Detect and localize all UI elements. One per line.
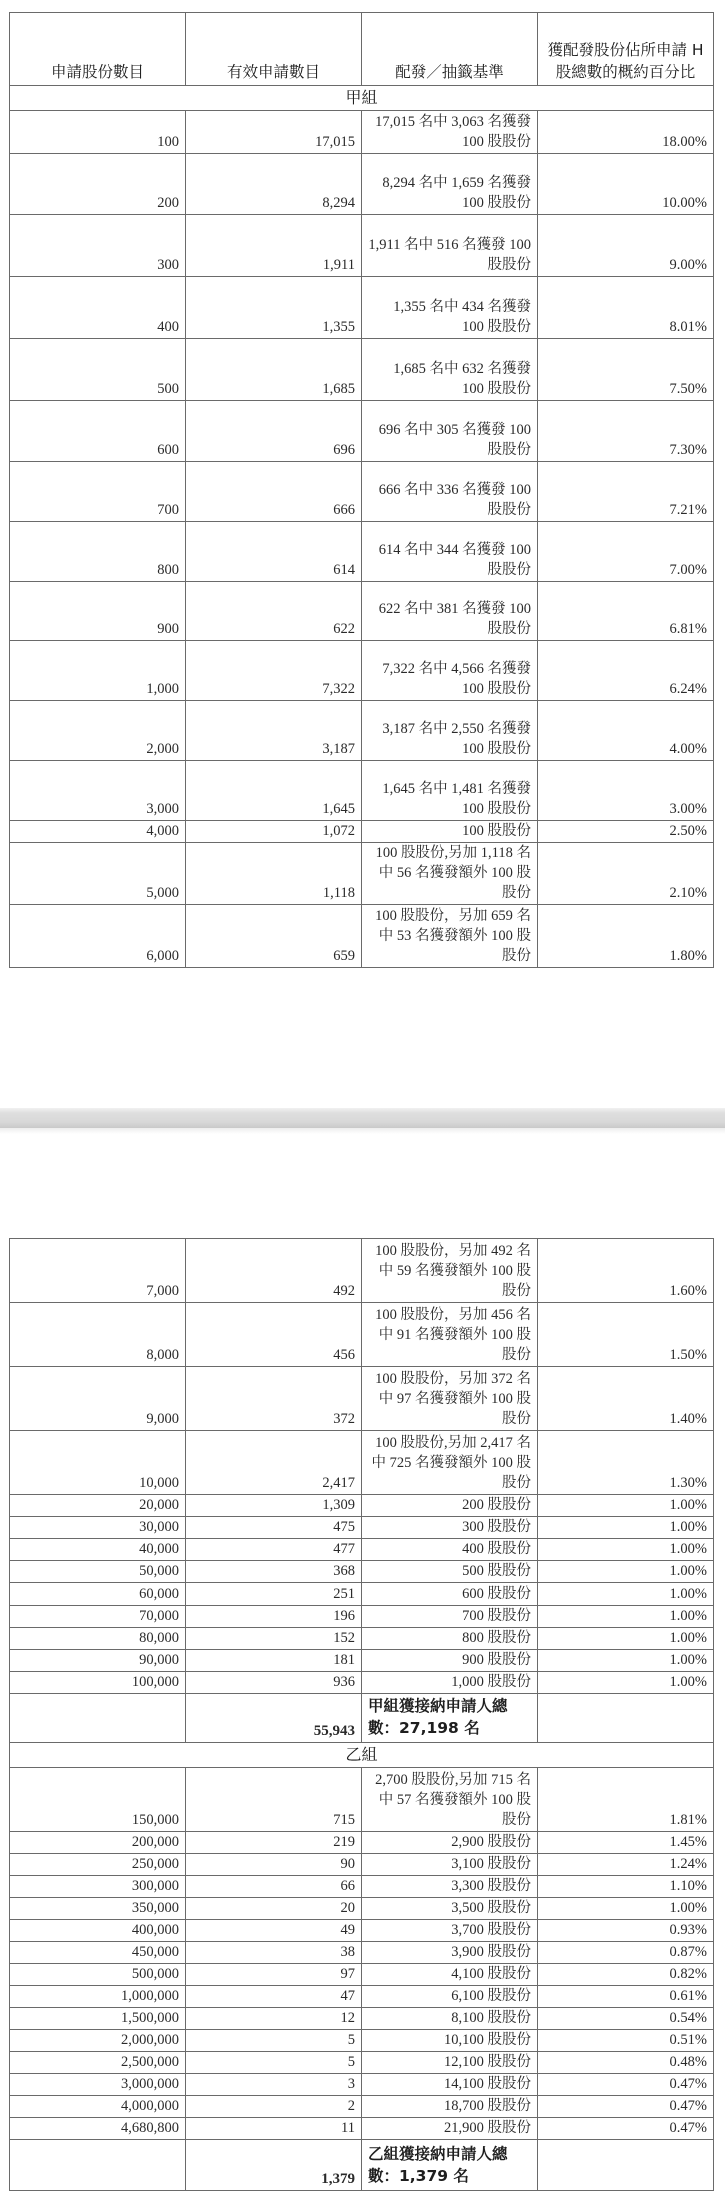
approx-percentage-cell: 1.00% xyxy=(538,1650,714,1672)
approx-percentage-cell: 7.50% xyxy=(538,339,714,401)
allocation-basis-cell: 3,300 股股份 xyxy=(362,1876,538,1898)
header-applied-shares: 申請股份數目 xyxy=(10,13,186,86)
applied-shares-cell: 200,000 xyxy=(10,1832,186,1854)
applied-shares-cell: 20,000 xyxy=(10,1495,186,1517)
approx-percentage-cell: 10.00% xyxy=(538,154,714,215)
allocation-basis-cell: 2,700 股股份,另加 715 名中 57 名獲發額外 100 股股份 xyxy=(362,1768,538,1832)
valid-applications-cell: 196 xyxy=(186,1606,362,1628)
valid-applications-cell: 17,015 xyxy=(186,111,362,154)
allocation-basis-cell: 100 股股份 xyxy=(362,821,538,843)
table-row xyxy=(10,2074,714,2096)
approx-percentage-cell: 6.24% xyxy=(538,641,714,701)
approx-percentage-cell: 7.21% xyxy=(538,462,714,522)
allocation-basis-cell: 600 股股份 xyxy=(362,1583,538,1606)
applied-shares-cell: 2,500,000 xyxy=(10,2052,186,2074)
allocation-basis-cell: 17,015 名中 3,063 名獲發 100 股股份 xyxy=(362,111,538,154)
table-row xyxy=(10,905,714,968)
approx-percentage-cell: 1.00% xyxy=(538,1898,714,1920)
valid-applications-cell: 12 xyxy=(186,2008,362,2030)
approx-percentage-cell: 1.81% xyxy=(538,1768,714,1832)
header-approx-percentage: 獲配發股份佔所申請 H 股總數的概約百分比 xyxy=(538,13,714,86)
table-row xyxy=(10,701,714,761)
approx-percentage-cell: 1.00% xyxy=(538,1606,714,1628)
valid-applications-cell: 3,187 xyxy=(186,701,362,761)
total-empty-cell xyxy=(10,1694,186,1743)
valid-applications-cell: 696 xyxy=(186,401,362,462)
total-empty-cell xyxy=(538,1694,714,1743)
allocation-basis-cell: 7,322 名中 4,566 名獲發 100 股股份 xyxy=(362,641,538,701)
allocation-basis-cell: 100 股股份，另加 492 名中 59 名獲發額外 100 股股份 xyxy=(362,1239,538,1303)
applied-shares-cell: 500 xyxy=(10,339,186,401)
applied-shares-cell: 200 xyxy=(10,154,186,215)
valid-applications-cell: 2 xyxy=(186,2096,362,2118)
allocation-basis-cell: 3,500 股股份 xyxy=(362,1898,538,1920)
allocation-basis-cell: 4,100 股股份 xyxy=(362,1964,538,1986)
valid-applications-cell: 152 xyxy=(186,1628,362,1650)
table-row xyxy=(10,1964,714,1986)
applied-shares-cell: 350,000 xyxy=(10,1898,186,1920)
allocation-basis-cell: 100 股股份,另加 1,118 名中 56 名獲發額外 100 股股份 xyxy=(362,843,538,905)
group-b-label: 乙組 xyxy=(10,1743,714,1768)
allocation-basis-cell: 622 名中 381 名獲發 100 股股份 xyxy=(362,582,538,641)
table-row xyxy=(10,1920,714,1942)
valid-applications-cell: 1,355 xyxy=(186,277,362,339)
applied-shares-cell: 30,000 xyxy=(10,1517,186,1539)
approx-percentage-cell: 1.45% xyxy=(538,1832,714,1854)
table-row xyxy=(10,1517,714,1539)
table-row xyxy=(10,821,714,843)
applied-shares-cell: 100 xyxy=(10,111,186,154)
approx-percentage-cell: 1.10% xyxy=(538,1876,714,1898)
allocation-basis-cell: 1,000 股股份 xyxy=(362,1672,538,1694)
approx-percentage-cell: 1.00% xyxy=(538,1495,714,1517)
table-row xyxy=(10,582,714,641)
table-row xyxy=(10,2096,714,2118)
total-successful-applicants: 乙組獲接納申請人總數：1,379 名 xyxy=(362,2140,538,2191)
valid-applications-cell: 368 xyxy=(186,1561,362,1583)
allocation-basis-cell: 666 名中 336 名獲發 100 股股份 xyxy=(362,462,538,522)
table-row xyxy=(10,111,714,154)
applied-shares-cell: 300 xyxy=(10,215,186,277)
applied-shares-cell: 800 xyxy=(10,522,186,582)
table-row xyxy=(10,1854,714,1876)
approx-percentage-cell: 0.87% xyxy=(538,1942,714,1964)
table-row xyxy=(10,1650,714,1672)
table-row xyxy=(10,1898,714,1920)
valid-applications-cell: 1,118 xyxy=(186,843,362,905)
table-row xyxy=(10,2030,714,2052)
allocation-basis-cell: 21,900 股股份 xyxy=(362,2118,538,2140)
valid-applications-cell: 251 xyxy=(186,1583,362,1606)
approx-percentage-cell: 0.61% xyxy=(538,1986,714,2008)
approx-percentage-cell: 7.00% xyxy=(538,522,714,582)
valid-applications-cell: 66 xyxy=(186,1876,362,1898)
valid-applications-cell: 219 xyxy=(186,1832,362,1854)
table-row xyxy=(10,843,714,905)
total-valid-applications: 1,379 xyxy=(186,2140,362,2191)
allocation-basis-cell: 2,900 股股份 xyxy=(362,1832,538,1854)
table-row xyxy=(10,1303,714,1367)
allocation-basis-cell: 6,100 股股份 xyxy=(362,1986,538,2008)
valid-applications-cell: 372 xyxy=(186,1367,362,1431)
allocation-basis-cell: 300 股股份 xyxy=(362,1517,538,1539)
approx-percentage-cell: 18.00% xyxy=(538,111,714,154)
group-b-row xyxy=(10,1743,714,1768)
valid-applications-cell: 1,072 xyxy=(186,821,362,843)
valid-applications-cell: 8,294 xyxy=(186,154,362,215)
applied-shares-cell: 7,000 xyxy=(10,1239,186,1303)
applied-shares-cell: 300,000 xyxy=(10,1876,186,1898)
allocation-basis-cell: 1,685 名中 632 名獲發 100 股股份 xyxy=(362,339,538,401)
approx-percentage-cell: 8.01% xyxy=(538,277,714,339)
valid-applications-cell: 715 xyxy=(186,1768,362,1832)
approx-percentage-cell: 0.82% xyxy=(538,1964,714,1986)
table-row xyxy=(10,215,714,277)
table-row xyxy=(10,1876,714,1898)
valid-applications-cell: 90 xyxy=(186,1854,362,1876)
valid-applications-cell: 659 xyxy=(186,905,362,968)
table-row xyxy=(10,154,714,215)
allocation-basis-cell: 3,100 股股份 xyxy=(362,1854,538,1876)
valid-applications-cell: 5 xyxy=(186,2030,362,2052)
table-row xyxy=(10,1628,714,1650)
table-row xyxy=(10,339,714,401)
allocation-basis-cell: 3,187 名中 2,550 名獲發 100 股股份 xyxy=(362,701,538,761)
applied-shares-cell: 90,000 xyxy=(10,1650,186,1672)
approx-percentage-cell: 1.00% xyxy=(538,1583,714,1606)
approx-percentage-cell: 0.51% xyxy=(538,2030,714,2052)
group-a-total-row xyxy=(10,1694,714,1743)
valid-applications-cell: 181 xyxy=(186,1650,362,1672)
approx-percentage-cell: 1.24% xyxy=(538,1854,714,1876)
table-row xyxy=(10,462,714,522)
applied-shares-cell: 2,000,000 xyxy=(10,2030,186,2052)
applied-shares-cell: 3,000 xyxy=(10,761,186,821)
group-a-label: 甲組 xyxy=(10,86,714,111)
allocation-basis-cell: 100 股股份，另加 659 名中 53 名獲發額外 100 股股份 xyxy=(362,905,538,968)
header-row xyxy=(10,13,714,86)
group-a-row xyxy=(10,86,714,111)
applied-shares-cell: 5,000 xyxy=(10,843,186,905)
table-row xyxy=(10,277,714,339)
applied-shares-cell: 450,000 xyxy=(10,1942,186,1964)
allocation-basis-cell: 14,100 股股份 xyxy=(362,2074,538,2096)
valid-applications-cell: 622 xyxy=(186,582,362,641)
approx-percentage-cell: 4.00% xyxy=(538,701,714,761)
allocation-basis-cell: 10,100 股股份 xyxy=(362,2030,538,2052)
allocation-basis-cell: 1,645 名中 1,481 名獲發 100 股股份 xyxy=(362,761,538,821)
table-row xyxy=(10,2008,714,2030)
total-successful-applicants: 甲組獲接納申請人總數：27,198 名 xyxy=(362,1694,538,1743)
applied-shares-cell: 4,000,000 xyxy=(10,2096,186,2118)
applied-shares-cell: 80,000 xyxy=(10,1628,186,1650)
applied-shares-cell: 4,000 xyxy=(10,821,186,843)
table-row xyxy=(10,2052,714,2074)
allocation-basis-cell: 400 股股份 xyxy=(362,1539,538,1561)
approx-percentage-cell: 0.93% xyxy=(538,1920,714,1942)
approx-percentage-cell: 1.40% xyxy=(538,1367,714,1431)
table-row xyxy=(10,1832,714,1854)
valid-applications-cell: 492 xyxy=(186,1239,362,1303)
applied-shares-cell: 6,000 xyxy=(10,905,186,968)
table-row xyxy=(10,1561,714,1583)
valid-applications-cell: 7,322 xyxy=(186,641,362,701)
approx-percentage-cell: 0.47% xyxy=(538,2118,714,2140)
valid-applications-cell: 11 xyxy=(186,2118,362,2140)
applied-shares-cell: 8,000 xyxy=(10,1303,186,1367)
allocation-basis-cell: 100 股股份，另加 372 名中 97 名獲發額外 100 股股份 xyxy=(362,1367,538,1431)
valid-applications-cell: 936 xyxy=(186,1672,362,1694)
header-allocation-basis: 配發／抽籤基準 xyxy=(362,13,538,86)
table-row xyxy=(10,1672,714,1694)
approx-percentage-cell: 6.81% xyxy=(538,582,714,641)
allocation-basis-cell: 18,700 股股份 xyxy=(362,2096,538,2118)
page-divider xyxy=(0,1108,725,1128)
applied-shares-cell: 9,000 xyxy=(10,1367,186,1431)
applied-shares-cell: 150,000 xyxy=(10,1768,186,1832)
table-row xyxy=(10,1942,714,1964)
approx-percentage-cell: 2.10% xyxy=(538,843,714,905)
allocation-basis-cell: 1,355 名中 434 名獲發 100 股股份 xyxy=(362,277,538,339)
approx-percentage-cell: 1.60% xyxy=(538,1239,714,1303)
applied-shares-cell: 600 xyxy=(10,401,186,462)
table-row xyxy=(10,1367,714,1431)
valid-applications-cell: 3 xyxy=(186,2074,362,2096)
applied-shares-cell: 3,000,000 xyxy=(10,2074,186,2096)
allocation-basis-cell: 200 股股份 xyxy=(362,1495,538,1517)
applied-shares-cell: 2,000 xyxy=(10,701,186,761)
table-row xyxy=(10,1768,714,1832)
approx-percentage-cell: 7.30% xyxy=(538,401,714,462)
approx-percentage-cell: 1.00% xyxy=(538,1628,714,1650)
table-row xyxy=(10,2118,714,2140)
approx-percentage-cell: 0.47% xyxy=(538,2074,714,2096)
approx-percentage-cell: 1.80% xyxy=(538,905,714,968)
allocation-table-page-2 xyxy=(9,1238,714,2191)
valid-applications-cell: 20 xyxy=(186,1898,362,1920)
allocation-basis-cell: 100 股股份,另加 2,417 名中 725 名獲發額外 100 股股份 xyxy=(362,1431,538,1495)
applied-shares-cell: 1,000,000 xyxy=(10,1986,186,2008)
approx-percentage-cell: 2.50% xyxy=(538,821,714,843)
valid-applications-cell: 614 xyxy=(186,522,362,582)
applied-shares-cell: 60,000 xyxy=(10,1583,186,1606)
applied-shares-cell: 4,680,800 xyxy=(10,2118,186,2140)
table-row xyxy=(10,1986,714,2008)
valid-applications-cell: 1,309 xyxy=(186,1495,362,1517)
header-valid-applications: 有效申請數目 xyxy=(186,13,362,86)
applied-shares-cell: 400,000 xyxy=(10,1920,186,1942)
valid-applications-cell: 38 xyxy=(186,1942,362,1964)
table-row xyxy=(10,1583,714,1606)
allocation-basis-cell: 700 股股份 xyxy=(362,1606,538,1628)
approx-percentage-cell: 1.50% xyxy=(538,1303,714,1367)
approx-percentage-cell: 0.48% xyxy=(538,2052,714,2074)
table-row xyxy=(10,522,714,582)
applied-shares-cell: 400 xyxy=(10,277,186,339)
allocation-basis-cell: 614 名中 344 名獲發 100 股股份 xyxy=(362,522,538,582)
allocation-basis-cell: 500 股股份 xyxy=(362,1561,538,1583)
table-row xyxy=(10,641,714,701)
total-valid-applications: 55,943 xyxy=(186,1694,362,1743)
applied-shares-cell: 100,000 xyxy=(10,1672,186,1694)
applied-shares-cell: 70,000 xyxy=(10,1606,186,1628)
approx-percentage-cell: 3.00% xyxy=(538,761,714,821)
total-empty-cell xyxy=(538,2140,714,2191)
total-empty-cell xyxy=(10,2140,186,2191)
allocation-basis-cell: 8,294 名中 1,659 名獲發 100 股股份 xyxy=(362,154,538,215)
approx-percentage-cell: 1.00% xyxy=(538,1561,714,1583)
valid-applications-cell: 97 xyxy=(186,1964,362,1986)
allocation-basis-cell: 100 股股份，另加 456 名中 91 名獲發額外 100 股股份 xyxy=(362,1303,538,1367)
applied-shares-cell: 1,500,000 xyxy=(10,2008,186,2030)
valid-applications-cell: 477 xyxy=(186,1539,362,1561)
applied-shares-cell: 700 xyxy=(10,462,186,522)
approx-percentage-cell: 9.00% xyxy=(538,215,714,277)
approx-percentage-cell: 1.00% xyxy=(538,1672,714,1694)
table-row xyxy=(10,1606,714,1628)
valid-applications-cell: 475 xyxy=(186,1517,362,1539)
valid-applications-cell: 1,645 xyxy=(186,761,362,821)
approx-percentage-cell: 1.00% xyxy=(538,1517,714,1539)
valid-applications-cell: 1,911 xyxy=(186,215,362,277)
allocation-basis-cell: 696 名中 305 名獲發 100 股股份 xyxy=(362,401,538,462)
allocation-basis-cell: 1,911 名中 516 名獲發 100 股股份 xyxy=(362,215,538,277)
valid-applications-cell: 456 xyxy=(186,1303,362,1367)
approx-percentage-cell: 0.54% xyxy=(538,2008,714,2030)
approx-percentage-cell: 1.30% xyxy=(538,1431,714,1495)
allocation-basis-cell: 3,700 股股份 xyxy=(362,1920,538,1942)
valid-applications-cell: 666 xyxy=(186,462,362,522)
applied-shares-cell: 500,000 xyxy=(10,1964,186,1986)
valid-applications-cell: 5 xyxy=(186,2052,362,2074)
applied-shares-cell: 1,000 xyxy=(10,641,186,701)
group-b-total-row xyxy=(10,2140,714,2191)
applied-shares-cell: 10,000 xyxy=(10,1431,186,1495)
allocation-basis-cell: 8,100 股股份 xyxy=(362,2008,538,2030)
table-row xyxy=(10,1539,714,1561)
allocation-basis-cell: 12,100 股股份 xyxy=(362,2052,538,2074)
approx-percentage-cell: 1.00% xyxy=(538,1539,714,1561)
valid-applications-cell: 49 xyxy=(186,1920,362,1942)
applied-shares-cell: 900 xyxy=(10,582,186,641)
valid-applications-cell: 47 xyxy=(186,1986,362,2008)
allocation-basis-cell: 900 股股份 xyxy=(362,1650,538,1672)
table-row xyxy=(10,401,714,462)
allocation-basis-cell: 800 股股份 xyxy=(362,1628,538,1650)
table-row xyxy=(10,761,714,821)
valid-applications-cell: 2,417 xyxy=(186,1431,362,1495)
allocation-table-page-1 xyxy=(9,12,714,968)
table-row xyxy=(10,1431,714,1495)
applied-shares-cell: 40,000 xyxy=(10,1539,186,1561)
table-row xyxy=(10,1495,714,1517)
applied-shares-cell: 50,000 xyxy=(10,1561,186,1583)
allocation-basis-cell: 3,900 股股份 xyxy=(362,1942,538,1964)
approx-percentage-cell: 0.47% xyxy=(538,2096,714,2118)
page-divider-shadow xyxy=(0,1128,725,1134)
table-row xyxy=(10,1239,714,1303)
valid-applications-cell: 1,685 xyxy=(186,339,362,401)
applied-shares-cell: 250,000 xyxy=(10,1854,186,1876)
